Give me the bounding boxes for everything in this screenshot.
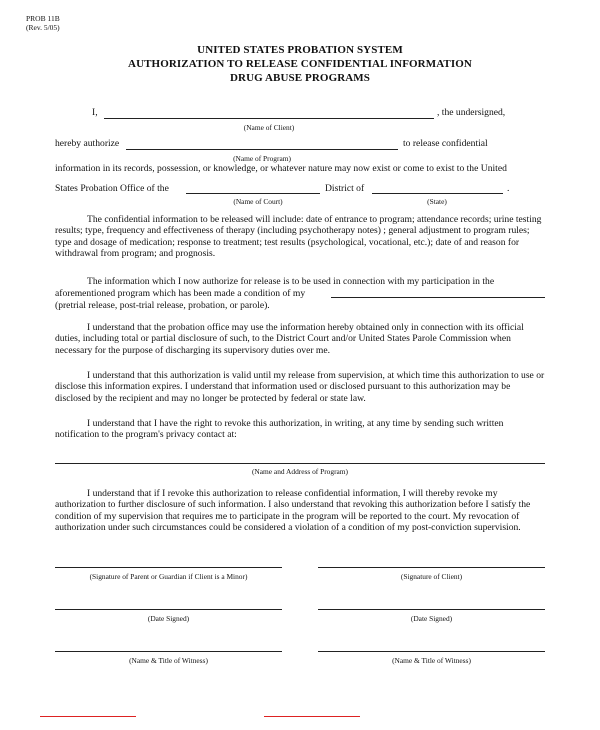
- paragraph-revocation: [55, 488, 545, 534]
- red-mark-left: [40, 716, 136, 717]
- paragraph-info-released: [55, 214, 545, 260]
- paragraph-text: I understand that the probation office may use the information hereby obtained only in connection with its official duties, including total or partial disclosure of such, to the District Court and/or United States Parole Commission when necessary for the purpose of discharging its supervisory duties over me.: [55, 322, 524, 356]
- witness-caption-right: (Name & Title of Witness): [392, 656, 471, 665]
- paragraph-text: I understand that I have the right to revoke this authorization, in writing, at any time by sending such written notification to the program's privacy contact at:: [55, 418, 504, 441]
- form-revision: (Rev. 5/05): [26, 23, 60, 32]
- to-release-text: to release confidential: [403, 138, 488, 149]
- date-signed-line-left[interactable]: [55, 609, 282, 610]
- client-signature-line[interactable]: [318, 567, 545, 568]
- paragraph-text: The confidential information to be released will include: date of entrance to program; attendance records; urine testing results; type, frequency and effectiveness of therapy (including psychotherapy notes) ; general adjustment to program rules; type and dosage of medication; response to treatment; test results (psychological, vocational, etc.); date of and reason for withdrawal from program; and prognosis.: [55, 214, 542, 260]
- date-signed-caption-left: (Date Signed): [147, 614, 190, 623]
- witness-line-right[interactable]: [318, 651, 545, 652]
- witness-line-left[interactable]: [55, 651, 282, 652]
- paragraph-probation-use: [55, 322, 545, 356]
- parent-signature-line[interactable]: [55, 567, 282, 568]
- i-label: I,: [92, 107, 98, 118]
- title-line-1: UNITED STATES PROBATION SYSTEM: [197, 44, 403, 56]
- form-id: [26, 14, 60, 32]
- paragraph-text: I understand that this authorization is valid until my release from supervision, at which time this authorization to use or disclose this information expires. I understand that information used or disclosed pursuant to this authorization may be disclosed by the recipient and may no longer be protected by federal or state law.: [55, 370, 545, 404]
- paragraph-validity: [55, 370, 545, 404]
- witness-caption-left: (Name & Title of Witness): [129, 656, 208, 665]
- paragraph-use-line-2: aforementioned program which has been made a condition of my: [55, 288, 306, 299]
- title-line-2: AUTHORIZATION TO RELEASE CONFIDENTIAL INFORMATION: [128, 58, 472, 70]
- court-name-line[interactable]: [186, 193, 320, 194]
- form-number: PROB 11B: [26, 14, 60, 23]
- period-mark: .: [507, 183, 510, 194]
- state-caption: (State): [427, 197, 447, 206]
- condition-line[interactable]: [331, 297, 545, 298]
- date-signed-caption-right: (Date Signed): [410, 614, 453, 623]
- paragraph-use-line-3: (pretrial release, post-trial release, probation, or parole).: [55, 300, 270, 311]
- program-name-line[interactable]: [126, 149, 398, 150]
- parent-signature-caption: (Signature of Parent or Guardian if Client is a Minor): [89, 572, 248, 581]
- program-address-caption: (Name and Address of Program): [251, 467, 349, 476]
- paragraph-use-line-1: The information which I now authorize for release is to be used in connection with my participation in the: [87, 276, 495, 287]
- info-records-text: information in its records, possession, or knowledge, or whatever nature may now exist or come to exist to the United: [55, 163, 507, 174]
- program-address-line[interactable]: [55, 463, 545, 464]
- district-label: District of: [325, 183, 365, 194]
- program-name-caption: (Name of Program): [233, 154, 291, 163]
- red-mark-right: [264, 716, 360, 717]
- court-caption: (Name of Court): [233, 197, 283, 206]
- paragraph-text: I understand that if I revoke this authorization to release confidential information, I will thereby revoke my authorization to further disclosure of such information. I also understand that revoking this authorization before I satisfy the condition of my supervision that requires me to participate in the program will be reported to the court. My revocation of authorization under such circumstances could be considered a violation of a condition of my post-conviction supervision.: [55, 488, 531, 534]
- state-line[interactable]: [372, 193, 503, 194]
- date-signed-line-right[interactable]: [318, 609, 545, 610]
- client-signature-caption: (Signature of Client): [400, 572, 463, 581]
- office-label: States Probation Office of the: [55, 183, 169, 194]
- client-name-caption: (Name of Client): [243, 123, 295, 132]
- client-name-line[interactable]: [104, 118, 434, 119]
- paragraph-revoke-right: [55, 418, 545, 441]
- undersigned-text: , the undersigned,: [437, 107, 506, 118]
- title-line-3: DRUG ABUSE PROGRAMS: [229, 72, 371, 84]
- hereby-authorize-text: hereby authorize: [55, 138, 120, 149]
